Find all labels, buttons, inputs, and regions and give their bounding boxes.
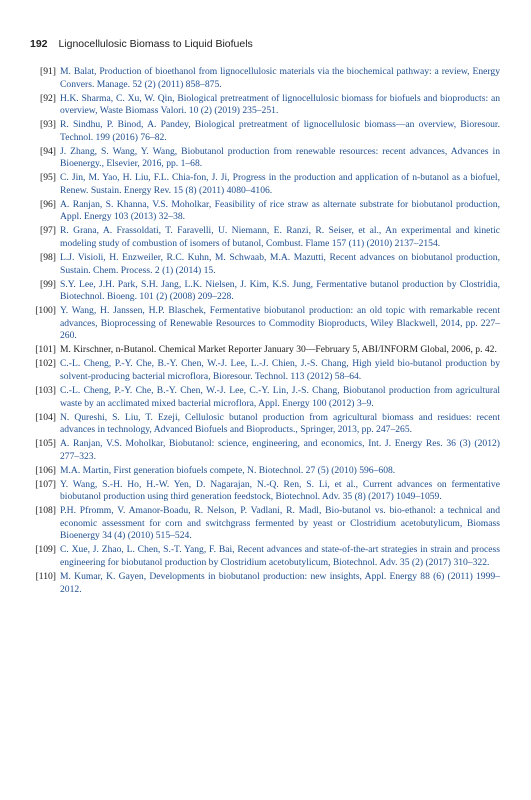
reference-item xyxy=(35,570,500,596)
reference-text[interactable]: A. Ranjan, V.S. Moholkar, Biobutanol: science, engineering, and economics, Int. J. Energy Res. 36 (3) (2012) 277–323. xyxy=(60,438,500,462)
reference-item xyxy=(35,344,500,357)
reference-text[interactable]: R. Grana, A. Frassoldati, T. Faravelli, U. Niemann, E. Ranzi, R. Seiser, et al., An experimental and kinetic modeling study of combustion of isomers of butanol, Combust. Flame 157 (11) (2010) 2137–2154. xyxy=(60,225,500,250)
reference-text[interactable]: A. Ranjan, S. Khanna, V.S. Moholkar, Feasibility of rice straw as alternate substrate for biobutanol production, Appl. Energy 103 (2013) 32–38. xyxy=(60,198,500,223)
reference-number: [103] xyxy=(35,384,56,396)
reference-item xyxy=(35,438,500,463)
reference-item xyxy=(40,252,500,277)
reference-number: [101] xyxy=(35,344,56,356)
reference-text: M. Kirschner, n-Butanol. Chemical Market Reporter January 30—February 5, ABI/INFORM Global, 2006, p. 42. xyxy=(60,344,497,356)
reference-text[interactable]: N. Qureshi, S. Liu, T. Ezeji, Cellulosic butanol production from agricultural biomass and residues: recent advances in technology, Advanced Biofuels and Bioproducts., Springer, 2013, pp. 247–265. xyxy=(60,411,500,436)
reference-item xyxy=(40,92,500,118)
reference-item xyxy=(35,464,500,478)
reference-list xyxy=(35,66,500,598)
reference-text[interactable]: C.-L. Cheng, P.-Y. Che, B.-Y. Chen, W.-J. Lee, L.-J. Chien, J.-S. Chang, High yield bio-butanol production by solvent-producing bacterial microflora, Bioresour. Technol. 113 (2012) 58–64. xyxy=(60,358,500,382)
reference-text[interactable]: M. Kumar, K. Gayen, Developments in biobutanol production: new insights, Appl. Energy 88 (6) (2011) 1999–2012. xyxy=(60,570,500,595)
reference-number: [92] xyxy=(40,92,56,104)
reference-text[interactable]: R. Sindhu, P. Binod, A. Pandey, Biological pretreatment of lignocellulosic biomass—an overview, Bioresour. Technol. 199 (2016) 76–82. xyxy=(60,119,500,143)
reference-number: [107] xyxy=(35,478,56,490)
reference-item xyxy=(40,278,500,304)
reference-number: [93] xyxy=(40,119,56,131)
reference-text[interactable]: Y. Wang, H. Janssen, H.P. Blaschek, Fermentative biobutanol production: an old topic with remarkable recent advances, Bioprocessing of Renewable Resources to Commodity Bioproducts, Wiley Blackwell, 2014, pp. 227–260. xyxy=(60,305,500,342)
reference-text[interactable]: Y. Wang, S.-H. Ho, H.-W. Yen, D. Nagarajan, N.-Q. Ren, S. Li, et al., Current advances on fermentative biobutanol production using third generation feedstock, Biotechnol. Adv. 35 (8) (2017) 1049–1059. xyxy=(60,478,500,503)
reference-text[interactable]: C. Jin, M. Yao, H. Liu, F.L. Chia-fon, J. Ji, Progress in the production and application of n-butanol as a biofuel, Renew. Sustain. Energy Rev. 15 (8) (2011) 4080–4106. xyxy=(60,172,500,196)
reference-text[interactable]: C. Xue, J. Zhao, L. Chen, S.-T. Yang, F. Bai, Recent advances and state-of-the-art strategies in strain and process engineering for biobutanol production by Clostridium acetobutylicum, Biotechnol. Adv. 35 (2) (2017) 310–322. xyxy=(60,544,500,568)
reference-text[interactable]: J. Zhang, S. Wang, Y. Wang, Biobutanol production from renewable resources: recent advances, Advances in Bioenergy., Elsevier, 2016, pp. 1–68. xyxy=(60,145,500,170)
reference-number: [109] xyxy=(35,544,56,556)
reference-item xyxy=(40,145,500,171)
reference-item xyxy=(40,172,500,197)
reference-item xyxy=(35,505,500,543)
reference-text[interactable]: M. Balat, Production of bioethanol from lignocellulosic materials via the biochemical pathway: a review, Energy Convers. Manage. 52 (2) (2011) 858–875. xyxy=(60,66,500,90)
running-header xyxy=(30,38,253,50)
reference-text[interactable]: C.-L. Cheng, P.-Y. Che, B.-Y. Chen, W.-J. Lee, C.-Y. Lin, J.-S. Chang, Biobutanol production from agricultural waste by an acclimated mixed bacterial microflora, Appl. Energy 100 (2012) 3–9. xyxy=(60,384,500,409)
reference-text[interactable]: P.H. Pfromm, V. Amanor-Boadu, R. Nelson, P. Vadlani, R. Madl, Bio-butanol vs. bio-ethanol: a technical and economic assessment for corn and switchgrass fermented by yeast or Clostridium acetobutylicum, Biomass Bioenergy 34 (4) (2010) 515–524. xyxy=(60,505,500,542)
reference-item xyxy=(35,478,500,504)
reference-number: [96] xyxy=(40,198,56,210)
reference-text[interactable]: M.A. Martin, First generation biofuels compete, N. Biotechnol. 27 (5) (2010) 596–608. xyxy=(60,464,396,476)
reference-text[interactable]: L.J. Visioli, H. Enzweiler, R.C. Kuhn, M. Schwaab, M.A. Mazutti, Recent advances on biobutanol production, Sustain. Chem. Process. 2 (1) (2014) 15. xyxy=(60,252,500,276)
reference-number: [98] xyxy=(40,252,56,264)
reference-item xyxy=(40,225,500,250)
page-number: 192 xyxy=(30,38,48,50)
reference-item xyxy=(35,411,500,437)
reference-item xyxy=(35,305,500,343)
reference-number: [99] xyxy=(40,278,56,290)
reference-number: [94] xyxy=(40,145,56,157)
reference-number: [100] xyxy=(35,305,56,317)
reference-number: [91] xyxy=(40,66,56,77)
reference-item xyxy=(35,544,500,569)
reference-number: [105] xyxy=(35,438,56,450)
reference-item xyxy=(35,358,500,383)
running-title: Lignocellulosic Biomass to Liquid Biofuels xyxy=(58,38,253,50)
reference-item xyxy=(40,119,500,144)
reference-text[interactable]: S.Y. Lee, J.H. Park, S.H. Jang, L.K. Nielsen, J. Kim, K.S. Jung, Fermentative butanol production by Clostridia, Biotechnol. Bioeng. 101 (2) (2008) 209–228. xyxy=(60,278,500,303)
reference-number: [110] xyxy=(35,570,56,582)
reference-number: [97] xyxy=(40,225,56,237)
reference-item xyxy=(35,384,500,410)
reference-number: [102] xyxy=(35,358,56,370)
reference-number: [95] xyxy=(40,172,56,184)
reference-item xyxy=(40,198,500,224)
reference-number: [106] xyxy=(35,464,56,476)
reference-number: [108] xyxy=(35,505,56,517)
reference-number: [104] xyxy=(35,411,56,423)
reference-text[interactable]: H.K. Sharma, C. Xu, W. Qin, Biological pretreatment of lignocellulosic biomass for biofuels and bioproducts: an overview, Waste Biomass Valori. 10 (2) (2019) 235–251. xyxy=(60,92,500,117)
reference-item xyxy=(40,66,500,91)
